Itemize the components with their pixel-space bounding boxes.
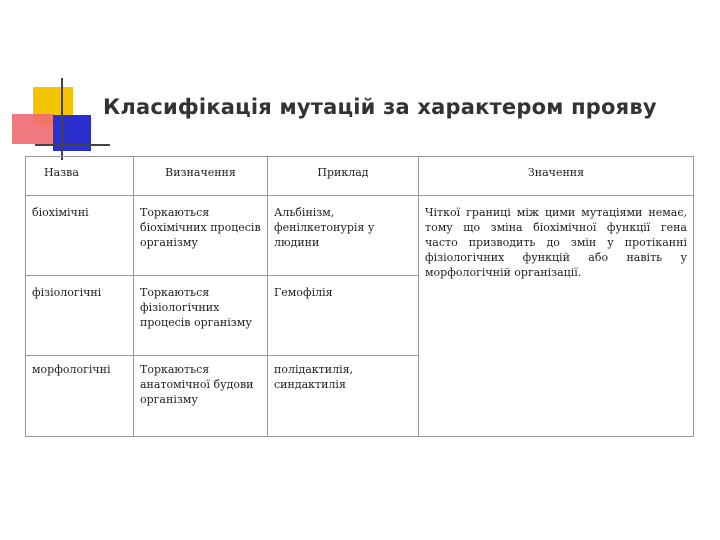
decor-horizontal-line [35,144,110,146]
row-name: морфологічні [26,356,134,437]
table-row [26,196,694,276]
row-example: полідактилія, синдактилія [268,356,419,437]
slide-title: Класифікація мутацій за характером прояву [103,95,657,119]
header-example: Приклад [268,157,419,196]
mutation-table [25,156,694,437]
header-meaning: Значення [419,157,694,196]
row-definition: Торкаються біохімічних процесів організму [134,196,268,276]
header-name: Назва [26,157,134,196]
row-example: Альбінізм, фенілкетонурія у людини [268,196,419,276]
table-header-row [26,157,694,196]
meaning-cell: Чіткої границі між цими мутаціями немає, тому що зміна біохімічної функції гена часто призводить до змін у протіканні фізіологічних функцій або навіть у морфологічній організації. [419,196,694,437]
decor-vertical-line [61,78,63,160]
row-name: фізіологічні [26,276,134,356]
decor-red-square [12,114,54,144]
header-definition: Визначення [134,157,268,196]
row-example: Гемофілія [268,276,419,356]
row-definition: Торкаються анатомічної будови організму [134,356,268,437]
row-name: біохімічні [26,196,134,276]
row-definition: Торкаються фізіологічних процесів організму [134,276,268,356]
